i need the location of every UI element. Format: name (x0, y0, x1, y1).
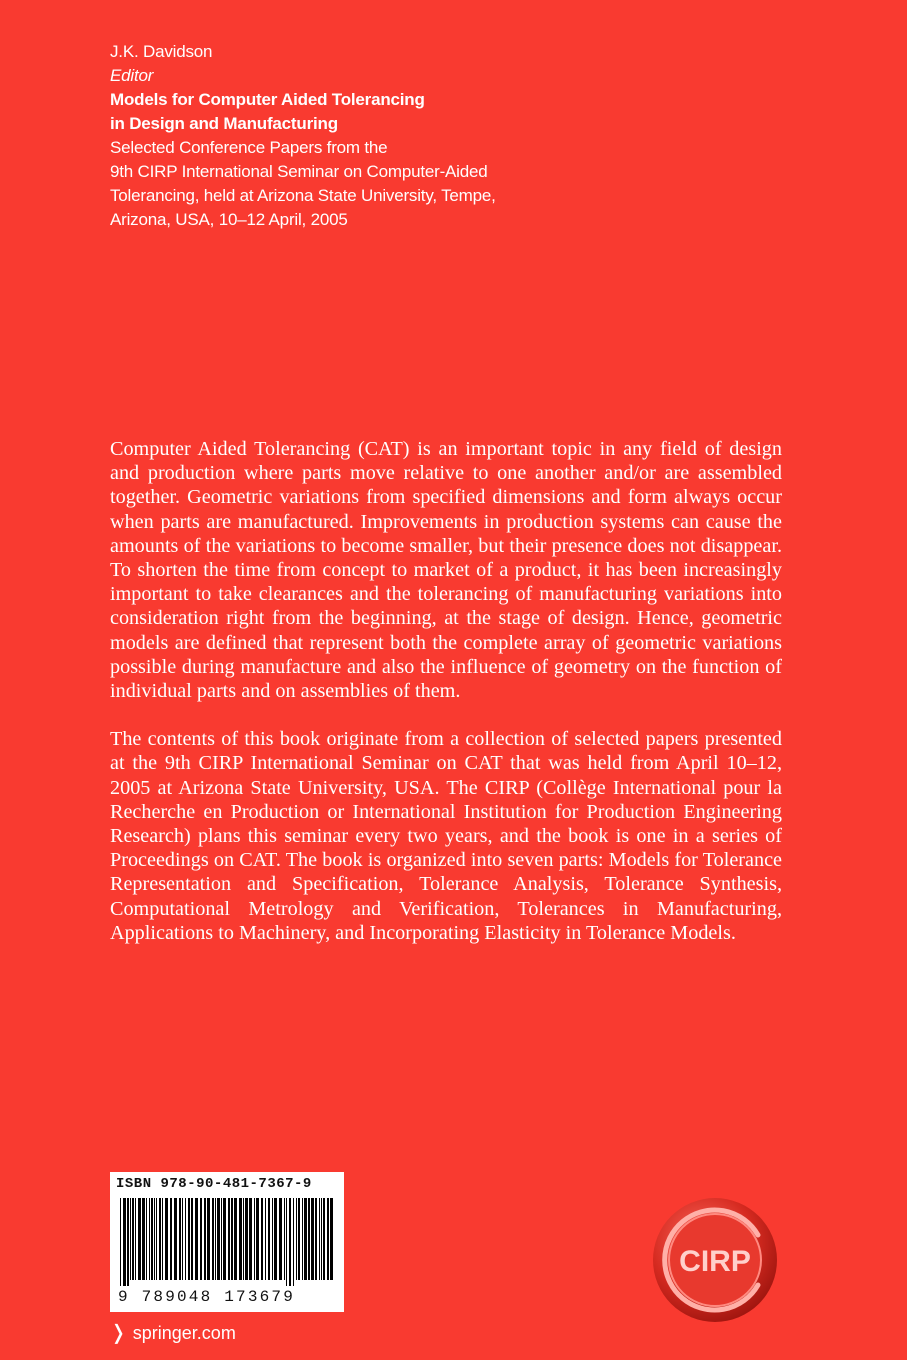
barcode-bar (154, 1198, 155, 1280)
barcode-bar (327, 1198, 329, 1280)
barcode-bar (261, 1198, 263, 1280)
barcode-bar (132, 1198, 134, 1280)
barcode-bar (185, 1198, 186, 1280)
isbn-barcode (110, 1172, 344, 1312)
subtitle-line-3: Tolerancing, held at Arizona State University, Tempe, (110, 186, 496, 205)
publisher-link[interactable] (110, 1320, 236, 1345)
barcode-bar (228, 1198, 230, 1280)
editor-role: Editor (110, 66, 154, 85)
barcode-bar (319, 1198, 320, 1280)
barcode-bar (239, 1198, 242, 1280)
barcode-bar (231, 1198, 233, 1280)
barcode-bar (293, 1198, 294, 1286)
barcode-bar (179, 1198, 181, 1280)
barcode-bar (188, 1198, 190, 1280)
blurb-paragraph-1: Computer Aided Tolerancing (CAT) is an important topic in any field of design and production where parts move relative to one another and/or are assembled together. Geometric variations from specified dimensions and form always occur when parts are manufactured. Improvements in production systems can cause the amounts of the variations to become smaller, but their presence does not disappear. To shorten the time from concept to market of a product, it has been increasingly important to take clearances and the tolerancing of manufacturing variations into consideration right from the beginning, at the stage of design. Hence, geometric models are defined that represent both the complete array of geometric variations possible during manufacture and also the influence of geometry on the function of individual parts and on assemblies of them. (110, 438, 782, 703)
barcode-bar (130, 1198, 131, 1280)
barcode-bar (221, 1198, 222, 1280)
barcode-bar (215, 1198, 216, 1280)
subtitle-line-4: Arizona, USA, 10–12 April, 2005 (110, 210, 348, 229)
book-title (110, 88, 530, 136)
barcode-bar (272, 1198, 273, 1280)
barcode-bar (174, 1198, 177, 1280)
barcode-bar (127, 1198, 129, 1286)
book-title-line-2: in Design and Manufacturing (110, 114, 338, 133)
back-cover-blurb (110, 437, 782, 945)
barcode-bar (304, 1198, 307, 1280)
barcode-bar (191, 1198, 193, 1280)
header-block (110, 40, 530, 232)
barcode-bar (308, 1198, 310, 1280)
barcode-bar (321, 1198, 322, 1280)
subtitle-line-2: 9th CIRP International Seminar on Computer-Aided (110, 162, 488, 181)
barcode-bar (256, 1198, 259, 1280)
barcode-bar (142, 1198, 145, 1280)
book-title-line-1: Models for Computer Aided Tolerancing (110, 90, 425, 109)
barcode-bar (165, 1198, 168, 1280)
barcode-bar (151, 1198, 153, 1280)
barcode-bar (159, 1198, 161, 1280)
barcode-bar (289, 1198, 291, 1286)
barcode-bar (315, 1198, 317, 1280)
barcode-bar (265, 1198, 266, 1280)
subtitle-line-1: Selected Conference Papers from the (110, 138, 388, 157)
editor-name: J.K. Davidson (110, 42, 213, 61)
barcode-bars (120, 1198, 334, 1286)
barcode-bar (170, 1198, 172, 1280)
isbn-label: ISBN 978-90-481-7367-9 (116, 1176, 312, 1192)
barcode-bar (279, 1198, 282, 1280)
barcode-bar (212, 1198, 214, 1280)
barcode-bar (311, 1198, 314, 1280)
barcode-bar (268, 1198, 270, 1280)
blurb-paragraph-2: The contents of this book originate from a collection of selected papers presented at the 9th CIRP International Seminar on CAT that was held from April 10–12, 2005 at Arizona State University, USA. The CIRP (Collège International pour la Recherche en Production or International Institution for Production Engineering Research) plans this seminar every two years, and the book is one in a series of Proceedings on CAT. The book is organized into seven parts: Models for Tolerance Representation and Specification, Tolerance Analysis, Tolerance Synthesis, Computational Metrology and Verification, Tolerances in Manufacturing, Applications to Machinery, and Incorporating Elasticity in Tolerance Models. (110, 728, 782, 944)
barcode-bar (195, 1198, 198, 1280)
chevron-right-icon: ❭ (110, 1322, 127, 1344)
barcode-bar (156, 1198, 157, 1280)
barcode-bar (254, 1198, 255, 1280)
barcode-bar (146, 1198, 147, 1280)
barcode-bar (135, 1198, 136, 1280)
cirp-logo-icon (650, 1195, 780, 1325)
barcode-bar (330, 1198, 333, 1280)
barcode-bar (207, 1198, 210, 1280)
barcode-bar (217, 1198, 220, 1280)
barcode-bar (123, 1198, 126, 1286)
barcode-digits: 9 789048 173679 (118, 1288, 296, 1306)
book-subtitle (110, 136, 530, 232)
logo-text: CIRP (679, 1245, 751, 1278)
publisher-url: springer.com (132, 1323, 236, 1343)
barcode-bar (298, 1198, 300, 1280)
barcode-bar (234, 1198, 237, 1280)
barcode-bar (204, 1198, 206, 1280)
barcode-bar (243, 1198, 244, 1280)
barcode-bar (120, 1198, 121, 1286)
barcode-bar (284, 1198, 285, 1280)
barcode-bar (182, 1198, 183, 1280)
barcode-bar (162, 1198, 163, 1280)
barcode-bar (323, 1198, 325, 1280)
barcode-bar (223, 1198, 226, 1280)
barcode-bar (138, 1198, 141, 1280)
barcode-bar (274, 1198, 277, 1280)
barcode-bar (249, 1198, 252, 1280)
barcode-bar (296, 1198, 297, 1280)
barcode-bar (302, 1198, 303, 1280)
barcode-bar (149, 1198, 150, 1280)
barcode-bar (200, 1198, 202, 1280)
barcode-bar (245, 1198, 248, 1280)
barcode-bar (286, 1198, 287, 1286)
